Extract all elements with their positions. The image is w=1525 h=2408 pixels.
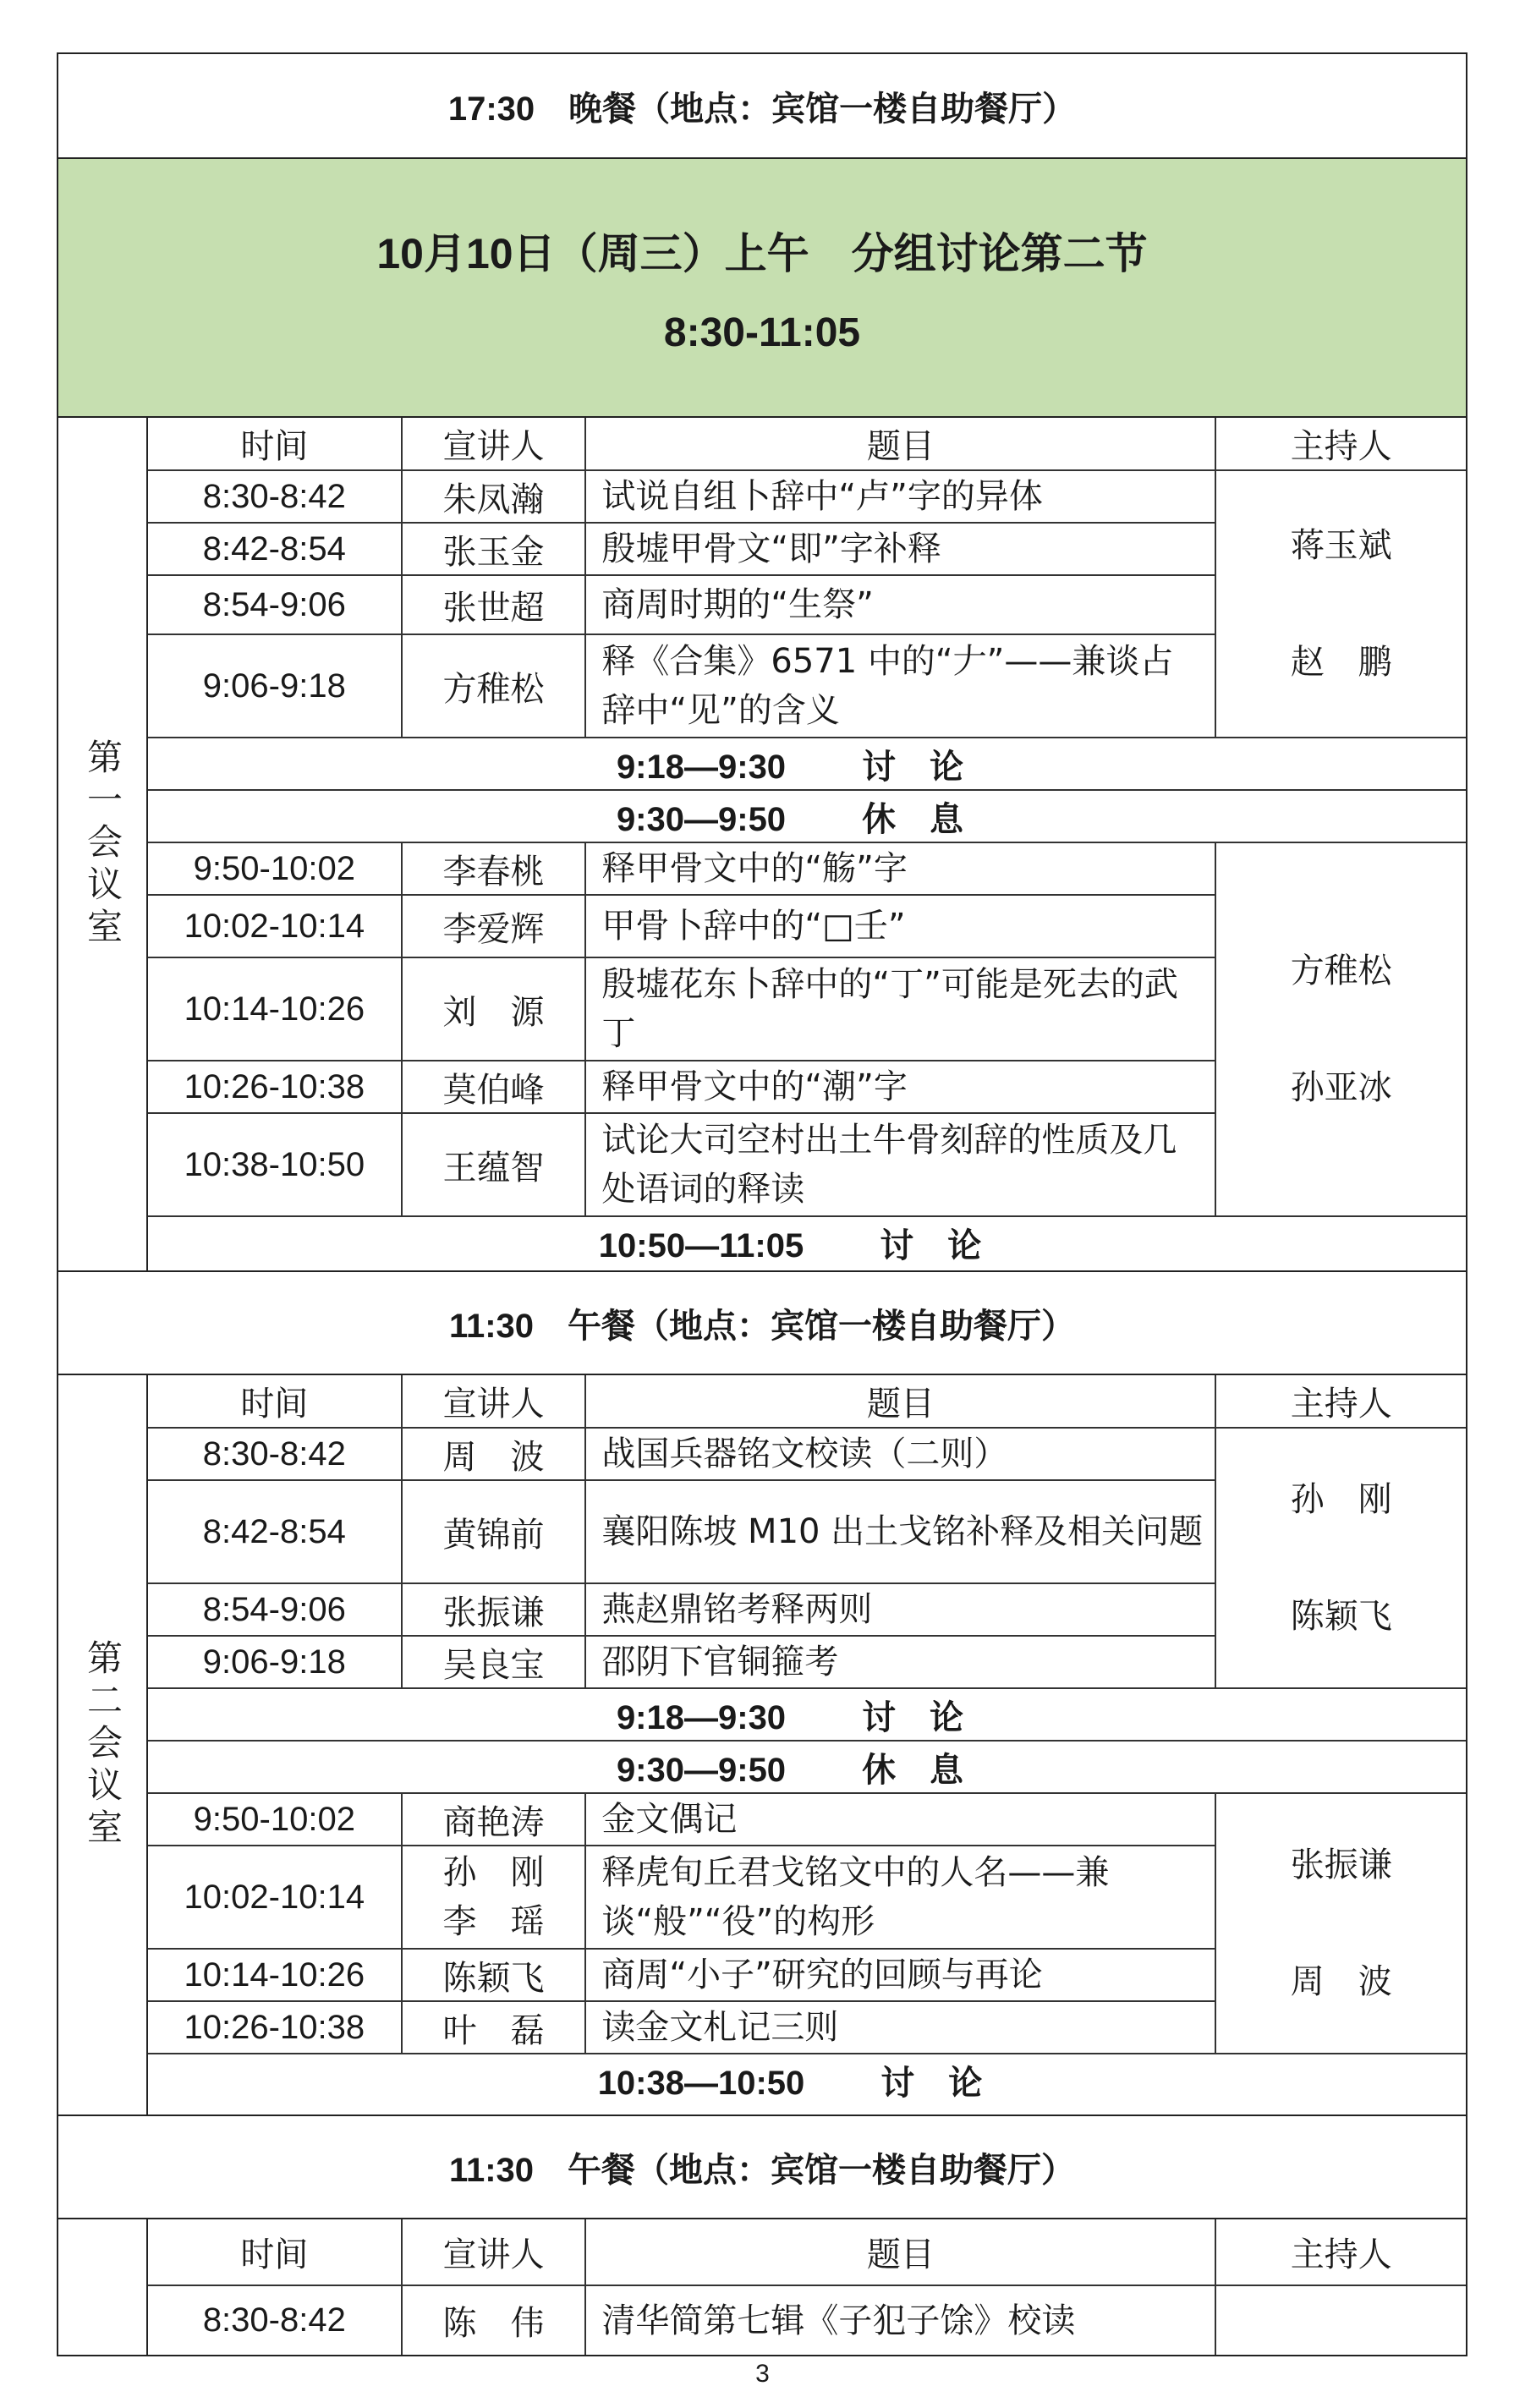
table-header-row: 时间 宣讲人 题目 主持人	[148, 1375, 1466, 1428]
table-row: 10:14-10:26 刘 源 殷墟花东卜辞中的“丁”可能是死去的武丁	[148, 957, 1466, 1061]
room1-table	[148, 418, 1466, 1269]
room2-label: 第二会议室	[58, 1375, 148, 2115]
host-cell: 张振谦 周 波	[1215, 1793, 1466, 2054]
header-speaker: 宣讲人	[402, 418, 586, 470]
table-row: 10:02-10:14 孙 刚 李 瑶 释虎旬丘君戈铭文中的人名——兼谈“般”“役”的构形	[148, 1846, 1466, 1949]
host-cell: 蒋玉斌 赵 鹏	[1215, 470, 1466, 738]
host-cell: 方稚松 孙亚冰	[1215, 842, 1466, 1216]
room2-table	[148, 1375, 1466, 2106]
break-row: 9:30—9:50 休息	[148, 790, 1466, 842]
schedule-page	[57, 52, 1469, 2343]
table-row: 9:50-10:02 李春桃 释甲骨文中的“觞”字 方稚松 孙亚冰	[148, 842, 1466, 895]
table-row: 10:38-10:50 王蕴智 试论大司空村出土牛骨刻辞的性质及几处语词的释读	[148, 1113, 1466, 1216]
dinner-banner: 17:30 晚餐（地点：宾馆一楼自助餐厅）	[57, 52, 1467, 159]
table-row: 9:06-9:18 吴良宝 邵阴下官铜箍考	[148, 1636, 1466, 1688]
table-row: 8:54-9:06 张振谦 燕赵鼎铭考释两则	[148, 1583, 1466, 1636]
room3-label	[58, 2219, 148, 2355]
room1-section	[57, 416, 1467, 1272]
page-number: 3	[755, 2360, 770, 2388]
table-row: 8:30-8:42 周 波 战国兵器铭文校读（二则） 孙 刚 陈颖飞	[148, 1428, 1466, 1480]
session-time: 8:30-11:05	[663, 310, 861, 355]
discussion-row: 9:18—9:30 讨论	[148, 1688, 1466, 1741]
discussion-row: 9:18—9:30 讨论	[148, 738, 1466, 790]
table-row: 10:26-10:38 叶 磊 读金文札记三则	[148, 2001, 1466, 2054]
table-row: 9:06-9:18 方稚松 释《合集》6571 中的“𠂇”——兼谈占辞中“见”的含义	[148, 634, 1466, 738]
lunch-banner-1: 11:30 午餐（地点：宾馆一楼自助餐厅）	[57, 1270, 1467, 1375]
table-row: 10:14-10:26 陈颖飞 商周“小子”研究的回顾与再论	[148, 1949, 1466, 2001]
host-cell	[1215, 2285, 1466, 2355]
session-title: 10月10日（周三）上午 分组讨论第二节	[376, 229, 1148, 277]
room3-section	[57, 2218, 1467, 2356]
discussion-row: 10:38—10:50 讨论	[148, 2054, 1466, 2106]
table-header-row	[148, 418, 1466, 470]
host-cell: 孙 刚 陈颖飞	[1215, 1428, 1466, 1688]
room3-table	[148, 2219, 1466, 2355]
table-row: 10:02-10:14 李爱辉 甲骨卜辞中的“□壬”	[148, 895, 1466, 957]
table-row: 8:30-8:42 朱凤瀚 试说自组卜辞中“卢”字的异体 蒋玉斌 赵 鹏	[148, 470, 1466, 523]
header-time: 时间	[148, 418, 402, 470]
table-row: 8:42-8:54 黄锦前 襄阳陈坡 M10 出土戈铭补释及相关问题	[148, 1480, 1466, 1583]
table-row: 8:42-8:54 张玉金 殷墟甲骨文“即”字补释	[148, 523, 1466, 575]
header-host: 主持人	[1215, 418, 1466, 470]
break-row: 9:30—9:50 休息	[148, 1741, 1466, 1793]
table-header-row: 时间 宣讲人 题目 主持人	[148, 2219, 1466, 2285]
table-row: 8:30-8:42 陈 伟 清华简第七辑《子犯子馀》校读	[148, 2285, 1466, 2355]
discussion-row: 10:50—11:05 讨论	[148, 1216, 1466, 1269]
table-row: 10:26-10:38 莫伯峰 释甲骨文中的“潮”字	[148, 1061, 1466, 1113]
lunch-banner-2: 11:30 午餐（地点：宾馆一楼自助餐厅）	[57, 2115, 1467, 2219]
table-row: 9:50-10:02 商艳涛 金文偶记 张振谦 周 波	[148, 1793, 1466, 1846]
session-header	[57, 157, 1467, 418]
table-row: 8:54-9:06 张世超 商周时期的“生祭”	[148, 575, 1466, 634]
room1-label: 第一会议室	[58, 418, 148, 1270]
room2-section	[57, 1374, 1467, 2116]
header-topic: 题目	[585, 418, 1215, 470]
